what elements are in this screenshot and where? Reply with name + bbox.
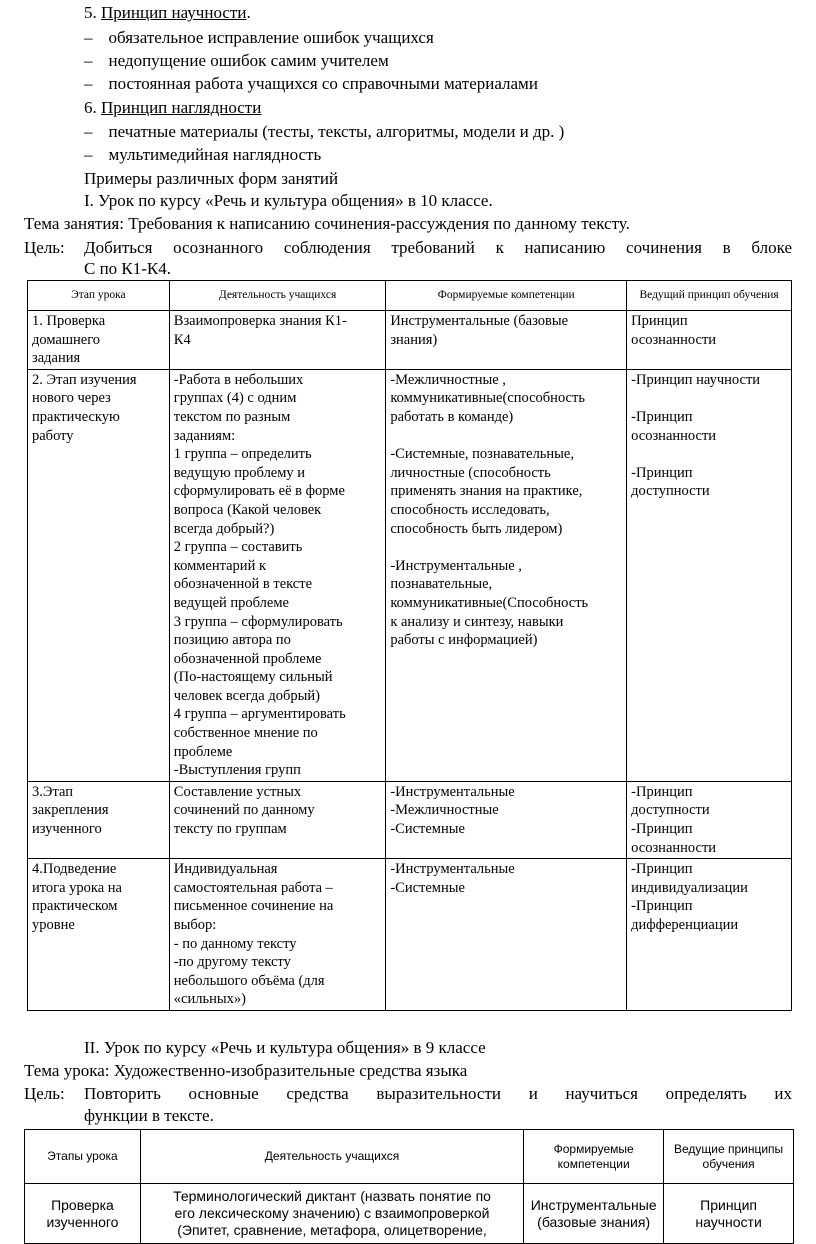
cell-line: сочинений по данному: [173, 802, 315, 819]
cell-line: Инструментальные (базовые: [390, 313, 569, 329]
activity-cell: [169, 859, 386, 1011]
principle-5-dot: .: [246, 3, 251, 22]
cell-line: нового через: [32, 390, 111, 407]
cell-line: 3 группа – сформулировать: [173, 613, 343, 630]
cell-line: (По-настоящему сильный: [173, 669, 333, 686]
cell-line: текстом по разным: [173, 408, 291, 425]
cell-line: Взаимопроверка знания К1-: [173, 313, 347, 329]
cell-line: заданиям:: [173, 427, 236, 444]
cell-line: -Принцип: [631, 408, 693, 425]
competencies-cell: [386, 859, 627, 1011]
lesson2-topic: Тема урока: Художественно-изобразительные средства языка: [24, 1061, 468, 1080]
cell-line: -Межличностные: [390, 802, 499, 819]
cell-line: работу: [32, 427, 74, 444]
stage-cell: [28, 781, 170, 858]
principle-cell: [627, 311, 792, 370]
spacer: [631, 445, 787, 464]
table-header-row: [25, 1130, 794, 1184]
cell-line: изученного: [32, 821, 102, 838]
header-stage: Этап урока: [28, 281, 170, 311]
cell-line: -Принцип: [631, 783, 693, 800]
cell-line: -Работа в небольших: [173, 371, 304, 388]
cell-line: -Системные, познавательные,: [390, 446, 574, 463]
header-competencies: Формируемые компетенции: [524, 1130, 664, 1184]
table-row: [28, 311, 792, 370]
principle-5-title: Принцип научности: [101, 3, 247, 22]
cell-line: «сильных»): [173, 991, 246, 1008]
dash: –: [84, 51, 93, 70]
list-item: [84, 51, 389, 71]
lesson2-goal-label: Цель:: [24, 1084, 65, 1103]
cell-line: личностные (способность: [390, 464, 551, 481]
table-row: [28, 369, 792, 781]
cell-line: -Инструментальные ,: [390, 557, 522, 574]
header-activity: Деятельность учащихся: [140, 1130, 523, 1184]
lesson2-goal-line1: Повторить основные средства выразительности и научиться определять их: [84, 1084, 792, 1103]
cell-line: -по другому тексту: [173, 954, 291, 971]
lesson1-goal-line2: С по К1-К4.: [84, 259, 172, 278]
cell-line: Принцип: [631, 313, 688, 329]
lesson1-goal-line1: Добиться осознанного соблюдения требований к написанию сочинения в блоке: [84, 238, 792, 257]
header-principle: Ведущий принцип обучения: [627, 281, 792, 311]
cell-line: -Принцип: [631, 861, 693, 878]
cell-line: практическую: [32, 408, 120, 425]
cell-line: группах (4) с одним: [173, 390, 297, 407]
cell-line: -Выступления групп: [173, 762, 301, 779]
cell-line: к анализу и синтезу, навыки: [390, 613, 564, 630]
spacer: [390, 427, 622, 446]
principle-cell: Принцип научности: [664, 1184, 794, 1244]
dash: –: [84, 28, 93, 47]
cell-line: уровне: [32, 917, 75, 933]
cell-line: -Межличностные ,: [390, 371, 506, 388]
cell-line: дифференциации: [631, 917, 739, 933]
cell-line: практическом: [32, 898, 118, 915]
cell-line: способность исследовать,: [390, 501, 550, 518]
list-item-text: постоянная работа учащихся со справочными материалами: [108, 74, 538, 93]
cell-line: проблеме: [173, 743, 233, 760]
cell-line: всегда добрый?): [173, 520, 275, 537]
header-stages: Этапы урока: [25, 1130, 141, 1184]
cell-line: доступности: [631, 483, 710, 500]
cell-line: обозначенной проблеме: [173, 650, 322, 667]
principle-cell: [627, 859, 792, 1011]
spacer: [390, 538, 622, 557]
cell-line: 1. Проверка: [32, 313, 106, 329]
cell-line: итога урока на: [32, 879, 122, 896]
list-item-text: недопущение ошибок самим учителем: [108, 51, 389, 70]
cell-line: работы с информацией): [390, 632, 538, 649]
activity-cell: Терминологический диктант (назвать понятие по его лексическому значению) с взаимопроверкой (Эпитет, сравнение, метафора, олицетворение,: [140, 1184, 523, 1244]
dash: –: [84, 145, 93, 164]
cell-line: коммуникативные(Способность: [390, 594, 589, 611]
competencies-cell: [386, 369, 627, 781]
cell-line: самостоятельная работа –: [173, 879, 333, 896]
cell-line: Индивидуальная: [173, 861, 278, 878]
cell-line: 2. Этап изучения: [32, 371, 137, 388]
list-item: [84, 74, 538, 94]
principle-6-heading: [84, 98, 261, 118]
principle-5-heading: [84, 3, 251, 23]
activity-cell: [169, 311, 386, 370]
activity-cell: [169, 781, 386, 858]
cell-line: обозначенной в тексте: [173, 576, 313, 593]
list-item-text: обязательное исправление ошибок учащихся: [108, 28, 434, 47]
list-item: [84, 28, 434, 48]
table-row: [28, 781, 792, 858]
stage-cell: [28, 859, 170, 1011]
cell-line: тексту по группам: [173, 821, 287, 838]
cell-line: способность быть лидером): [390, 520, 563, 537]
lesson1-goal-label: Цель:: [24, 238, 65, 257]
table-row: [25, 1184, 794, 1244]
cell-line: работать в команде): [390, 408, 514, 425]
dash: –: [84, 122, 93, 141]
list-item: [84, 145, 321, 165]
header-principles: Ведущие принципы обучения: [664, 1130, 794, 1184]
principle-6-title: Принцип наглядности: [101, 98, 262, 117]
stage-cell: [28, 369, 170, 781]
cell-line: -Принцип: [631, 821, 693, 838]
table-header-row: [28, 281, 792, 311]
dash: –: [84, 74, 93, 93]
cell-line: вопроса (Какой человек: [173, 501, 322, 518]
stage-cell: Проверка изученного: [25, 1184, 141, 1244]
cell-line: индивидуализации: [631, 879, 748, 896]
cell-line: -Принцип: [631, 898, 693, 915]
cell-line: человек всегда добрый): [173, 687, 320, 704]
cell-line: осознанности: [631, 331, 717, 348]
lesson2-table: [24, 1129, 794, 1244]
cell-line: 2 группа – составить: [173, 539, 303, 556]
competencies-cell: Инструментальные (базовые знания): [524, 1184, 664, 1244]
cell-line: познавательные,: [390, 576, 493, 593]
cell-line: -Инструментальные: [390, 783, 515, 800]
cell-line: -Системные: [390, 821, 465, 838]
cell-line: -Принцип научности: [631, 371, 761, 388]
principle-cell: [627, 781, 792, 858]
competencies-cell: [386, 311, 627, 370]
stage-cell: [28, 311, 170, 370]
cell-line: доступности: [631, 802, 710, 819]
cell-line: ведущую проблему и: [173, 464, 306, 481]
lesson2-title: II. Урок по курсу «Речь и культура общения» в 9 классе: [84, 1038, 486, 1057]
cell-line: позицию автора по: [173, 632, 291, 649]
cell-line: собственное мнение по: [173, 725, 318, 742]
lesson1-table: [27, 280, 792, 1011]
cell-line: 1 группа – определить: [173, 446, 312, 463]
principle-cell: [627, 369, 792, 781]
lesson1-title: I. Урок по курсу «Речь и культура общения» в 10 классе.: [84, 191, 493, 210]
cell-line: 4 группа – аргументировать: [173, 706, 346, 723]
cell-line: выбор:: [173, 917, 217, 933]
activity-cell: [169, 369, 386, 781]
list-item: [84, 122, 564, 142]
cell-line: 3.Этап: [32, 783, 73, 800]
cell-line: Составление устных: [173, 783, 302, 800]
list-item-text: мультимедийная наглядность: [108, 145, 322, 164]
principle-5-number: 5.: [84, 3, 97, 22]
cell-line: небольшого объёма (для: [173, 972, 325, 989]
examples-heading: Примеры различных форм занятий: [84, 169, 339, 188]
cell-line: -Системные: [390, 879, 465, 896]
cell-line: - по данному тексту: [173, 935, 297, 952]
cell-line: -Принцип: [631, 464, 693, 481]
cell-line: применять знания на практике,: [390, 483, 583, 500]
list-item-text: печатные материалы (тесты, тексты, алгоритмы, модели и др. ): [108, 122, 565, 141]
cell-line: К4: [173, 331, 191, 348]
cell-line: ведущей проблеме: [173, 594, 289, 611]
cell-line: комментарий к: [173, 557, 266, 574]
lesson2-goal-line2: функции в тексте.: [84, 1106, 214, 1125]
competencies-cell: [386, 781, 627, 858]
cell-line: 4.Подведение: [32, 861, 117, 878]
header-activity: Деятельность учащихся: [169, 281, 386, 311]
header-competencies: Формируемые компетенции: [386, 281, 627, 311]
cell-line: коммуникативные(способность: [390, 390, 585, 407]
lesson1-topic: Тема занятия: Требования к написанию сочинения-рассуждения по данному тексту.: [24, 214, 630, 233]
cell-line: закрепления: [32, 802, 109, 819]
principle-6-number: 6.: [84, 98, 97, 117]
cell-line: задания: [32, 350, 81, 367]
table-row: [28, 859, 792, 1011]
cell-line: письменное сочинение на: [173, 898, 334, 915]
cell-line: сформулировать её в форме: [173, 483, 345, 500]
cell-line: осознанности: [631, 839, 717, 856]
cell-line: домашнего: [32, 331, 101, 348]
cell-line: осознанности: [631, 427, 717, 444]
cell-line: -Инструментальные: [390, 861, 515, 878]
cell-line: знания): [390, 331, 438, 348]
spacer: [631, 389, 787, 408]
